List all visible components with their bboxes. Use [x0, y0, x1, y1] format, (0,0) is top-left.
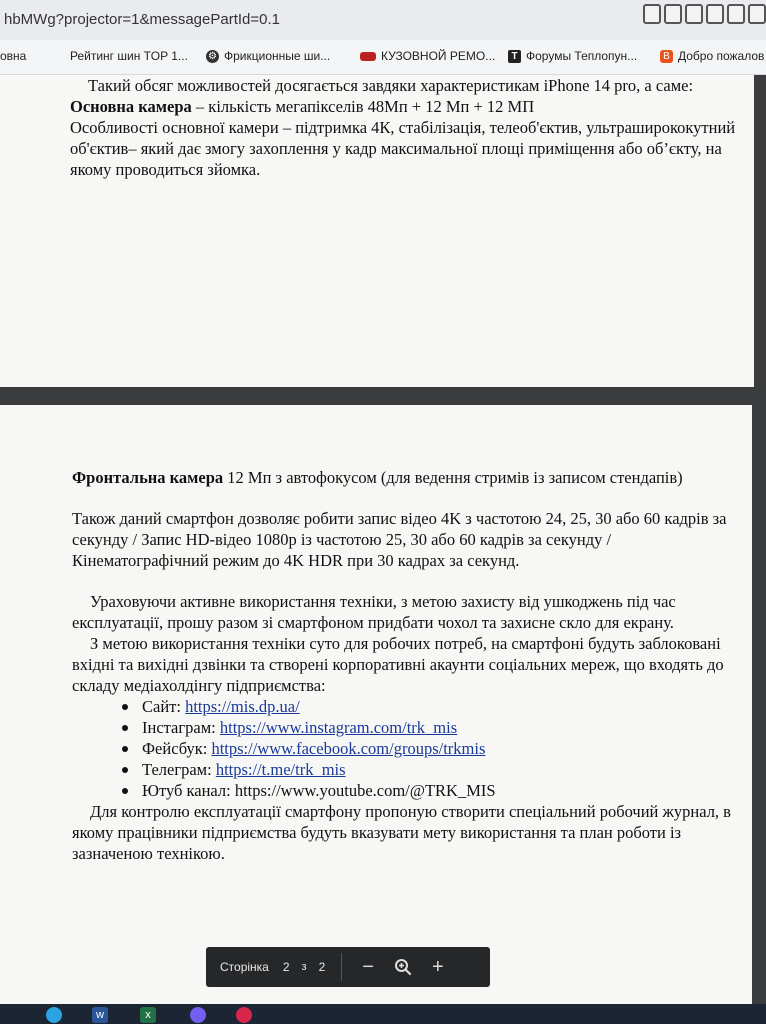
paragraph: З метою використання техніки суто для робочих потреб, на смартфоні будуть заблоковані вхідні та вихідні дзвінки та створені корпоративні акаунти соціальних мереж, що входять до складу медіахолдінгу підприємства:	[72, 634, 724, 695]
telegram-link[interactable]: https://t.me/trk_mis	[215, 760, 346, 779]
instagram-link[interactable]: https://www.instagram.com/trk_mis	[219, 718, 458, 737]
taskbar	[0, 1004, 766, 1024]
bookmark-item[interactable]	[508, 49, 637, 63]
page-label: Сторінка	[220, 960, 269, 974]
tire-icon: ⚙	[206, 50, 219, 63]
front-camera-text: 12 Мп з автофокусом (для ведення стримів із записом стендапів)	[223, 468, 683, 487]
paragraph: Для контролю експлуатації смартфону пропоную створити спеціальний робочий журнал, в якому працівники підприємства будуть вказувати мету використання та план роботи із зазначеною технікою.	[72, 802, 731, 863]
extension-icon[interactable]	[706, 4, 724, 24]
zoom-out-button[interactable]: −	[362, 956, 374, 978]
opera-icon[interactable]	[236, 1007, 252, 1023]
paragraph: Такий обсяг можливостей досягається завдяки характеристикам iPhone 14 pro, а саме:	[88, 76, 694, 95]
extension-icon[interactable]	[643, 4, 661, 24]
main-camera-label: Основна камера	[70, 97, 192, 116]
link-label: Фейсбук:	[142, 739, 212, 758]
zoom-icon[interactable]	[394, 958, 412, 976]
current-page[interactable]: 2	[282, 960, 290, 974]
url-text[interactable]: hbMWg?projector=1&messagePartId=0.1	[4, 11, 280, 28]
link-label: Інстаграм:	[142, 718, 220, 737]
excel-icon[interactable]: x	[140, 1007, 156, 1023]
word-icon[interactable]: w	[92, 1007, 108, 1023]
bookmark-item[interactable]	[206, 49, 330, 63]
paragraph	[70, 96, 740, 117]
address-bar[interactable]	[0, 0, 766, 40]
links-list	[72, 696, 740, 801]
link-label: Ютуб канал:	[142, 781, 235, 800]
youtube-url: https://www.youtube.com/@TRK_MIS	[234, 781, 496, 800]
telegram-icon[interactable]	[46, 1007, 62, 1023]
link-label: Телеграм:	[142, 760, 216, 779]
spacer	[72, 571, 740, 591]
bookmark-label: КУЗОВНОЙ РЕМО...	[381, 49, 496, 63]
total-pages: 2	[318, 960, 326, 974]
bookmark-label: Добро пожалов	[678, 49, 765, 63]
paragraph: Особливості основної камери – підтримка 4К, стабілізація, телеоб'єктив, ультраширококутний об'єктив– який дає змогу захоплення у кадр максимальної площі приміщення або об’єкту, на якому проводиться зйомка.	[70, 118, 736, 179]
page-of: з	[301, 961, 307, 973]
viber-icon[interactable]	[190, 1007, 206, 1023]
bookmark-label: Фрикционные ши...	[224, 49, 331, 63]
tt-icon: T	[508, 50, 521, 63]
front-camera-label: Фронтальна камера	[72, 468, 224, 487]
list-item	[120, 738, 740, 759]
paragraph: Ураховуючи активне використання техніки, з метою захисту від ушкоджень під час експлуатації, прошу разом зі смартфоном придбати чохол та захисне скло для екрану.	[72, 592, 676, 632]
spacer	[72, 488, 740, 508]
document-page-2	[0, 405, 752, 1005]
list-item	[120, 717, 740, 738]
car-icon	[360, 52, 376, 61]
bookmark-label: Форумы Теплопун...	[526, 49, 638, 63]
zoom-in-button[interactable]: +	[431, 956, 444, 978]
link-label: Сайт:	[142, 697, 186, 716]
list-item	[120, 780, 740, 801]
bookmark-item[interactable]	[360, 49, 495, 63]
page-content	[72, 467, 740, 864]
extension-icon[interactable]	[748, 4, 766, 24]
extension-icon[interactable]	[727, 4, 745, 24]
bookmarks-bar	[0, 40, 766, 75]
paragraph	[72, 467, 740, 488]
extensions-area	[643, 4, 766, 24]
blogger-icon: B	[660, 50, 673, 63]
bookmark-item[interactable]	[0, 49, 26, 63]
extension-icon[interactable]	[664, 4, 682, 24]
list-item	[120, 759, 740, 780]
bookmark-item[interactable]	[70, 49, 188, 63]
main-camera-text: – кількість мегапікселів 48Мп + 12 Мп + 12 МП	[191, 97, 535, 116]
list-item	[120, 696, 740, 717]
paragraph: Також даний смартфон дозволяє робити запис відео 4K з частотою 24, 25, 30 або 60 кадрів за секунду / Запис HD-відео 1080p із частотою 25, 30 або 60 кадрів за секунду / Кінематографічний режим до 4K HDR при 30 кадрах за секунд.	[72, 509, 727, 570]
bookmark-label: овна	[0, 49, 27, 63]
document-page-1	[0, 75, 754, 387]
divider	[341, 953, 342, 981]
bookmark-label: Рейтинг шин TOP 1...	[70, 49, 188, 63]
page-controls	[206, 947, 490, 987]
document-viewer[interactable]	[0, 75, 766, 1004]
page-content	[70, 75, 740, 180]
bookmark-item[interactable]	[660, 49, 764, 63]
site-link[interactable]: https://mis.dp.ua/	[185, 697, 300, 716]
extension-icon[interactable]	[685, 4, 703, 24]
facebook-link[interactable]: https://www.facebook.com/groups/trkmis	[211, 739, 486, 758]
